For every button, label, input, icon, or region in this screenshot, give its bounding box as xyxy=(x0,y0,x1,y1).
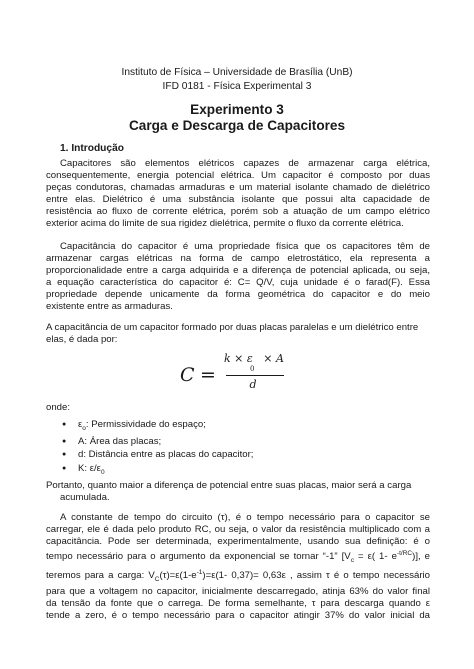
paragraph-line: armazenar cargas elétricas na forma de campo eletrostático, ela representa a xyxy=(46,252,430,264)
paragraph-line: existente entre as armaduras. xyxy=(46,300,173,312)
paragraph-line: Capacitores são elementos elétricos capazes de armazenar carga elétrica, xyxy=(60,158,430,169)
paragraph-line: proporcionalidade entre a carga adquirida e a diferença de potencial aplicada, ou seja, xyxy=(46,264,430,276)
paragraph-line: exterior acima do limite de sua rigidez dielétrica, permite o fluxo da corrente elétrica. xyxy=(46,217,404,229)
section-heading-introducao: 1. Introdução xyxy=(60,143,124,154)
paragraph-line: carregar, ele é dada pelo produto RC, ou seja, o valor da resistência multiplicado com a xyxy=(46,523,430,535)
list-item: ● K: $\varepsilon/\varepsilon_0$ xyxy=(62,462,253,479)
paragraph-line: capacitância. Pode ser determinada, experimentalmente, usando sua definição: é o xyxy=(46,535,430,547)
capacitance-formula xyxy=(180,351,300,403)
formula-denominator: d xyxy=(249,378,257,391)
paragraph-line: teremos para a carga: $V_C(\tau)=\varepsilon(1-e^{-1})=\varepsilon(1-$ 0,37)= 0,63ε , assim τ é o tempo necessário xyxy=(46,568,430,583)
formula-lhs: C xyxy=(180,364,195,386)
list-item: ● $\varepsilon_o$: Permissividade do espaço; xyxy=(62,418,253,435)
paragraph-line: para que a voltagem no capacitor, inicialmente descarregado, atinja 63% do valor final xyxy=(46,585,430,597)
paragraph-line: A constante de tempo do circuito (τ), é o tempo necessário para o capacitor se xyxy=(60,512,430,523)
paragraph-capacitores xyxy=(46,158,430,229)
paragraph-constante-tempo xyxy=(46,512,430,621)
paragraph-line: peças condutoras, chamadas armaduras e um material isolante chamado de dielétrico xyxy=(46,181,430,193)
list-item: ● A: Área das placas; xyxy=(62,435,253,448)
variable-list xyxy=(62,418,253,479)
paragraph-placas-paralelas xyxy=(46,322,430,346)
paragraph-line: propriedade depende unicamente da forma geométrica do capacitor e do meio xyxy=(46,288,430,300)
paragraph-line: entre elas. Dielétrico é uma substância isolante que possui alta capacidade de xyxy=(46,193,430,205)
paragraph-line: resistência ao fluxo de corrente elétrica, porém sob a atuação de um campo elétrico xyxy=(46,205,430,217)
onde-label: onde: xyxy=(46,402,71,413)
header-course: IFD 0181 - Física Experimental 3 xyxy=(162,81,312,92)
paragraph-line: elas, é dada por: xyxy=(46,333,118,345)
title-line-2: Carga e Descarga de Capacitores xyxy=(128,118,346,133)
fraction-bar xyxy=(226,375,284,376)
formula-equals: = xyxy=(200,364,216,386)
paragraph-line: tende a zero, é o tempo necessário para o capacitor atingir 37% do valor inicial da xyxy=(46,609,430,621)
header-institution: Instituto de Física – Universidade de Brasília (UnB) xyxy=(121,67,353,78)
paragraph-capacitancia xyxy=(46,241,430,312)
formula-epsilon-subscript: 0 xyxy=(250,365,255,373)
formula-numerator: k × ε × A xyxy=(224,352,284,365)
paragraph-line: consequentemente, energia potencial elétrica. Um capacitor é composto por duas xyxy=(46,169,430,181)
paragraph-line: tempo necessário para o argumento da exponencial se tornar “-1” [$V_c = \varepsilon$( 1- $e^{-t/RC}$)], e xyxy=(46,549,431,564)
paragraph-portanto xyxy=(46,480,430,504)
paragraph-line: a equação característica do capacitor é: C= Q/V, cuja unidade é o farad(F). Essa xyxy=(46,276,430,288)
paragraph-line: da tensão da fonte que o carrega. De forma semelhante, τ para descarga quando ε xyxy=(46,597,430,609)
title-line-1: Experimento 3 xyxy=(190,102,284,117)
paragraph-line: acumulada. xyxy=(60,491,110,503)
paragraph-line: Portanto, quanto maior a diferença de potencial entre suas placas, maior será a carga xyxy=(46,480,412,491)
paragraph-line: Capacitância do capacitor é uma propriedade física que os capacitores têm de xyxy=(60,241,430,252)
paragraph-line: A capacitância de um capacitor formado por duas placas paralelas e um dielétrico entre xyxy=(46,322,419,333)
list-item: ● d: Distância entre as placas do capacitor; xyxy=(62,448,253,461)
